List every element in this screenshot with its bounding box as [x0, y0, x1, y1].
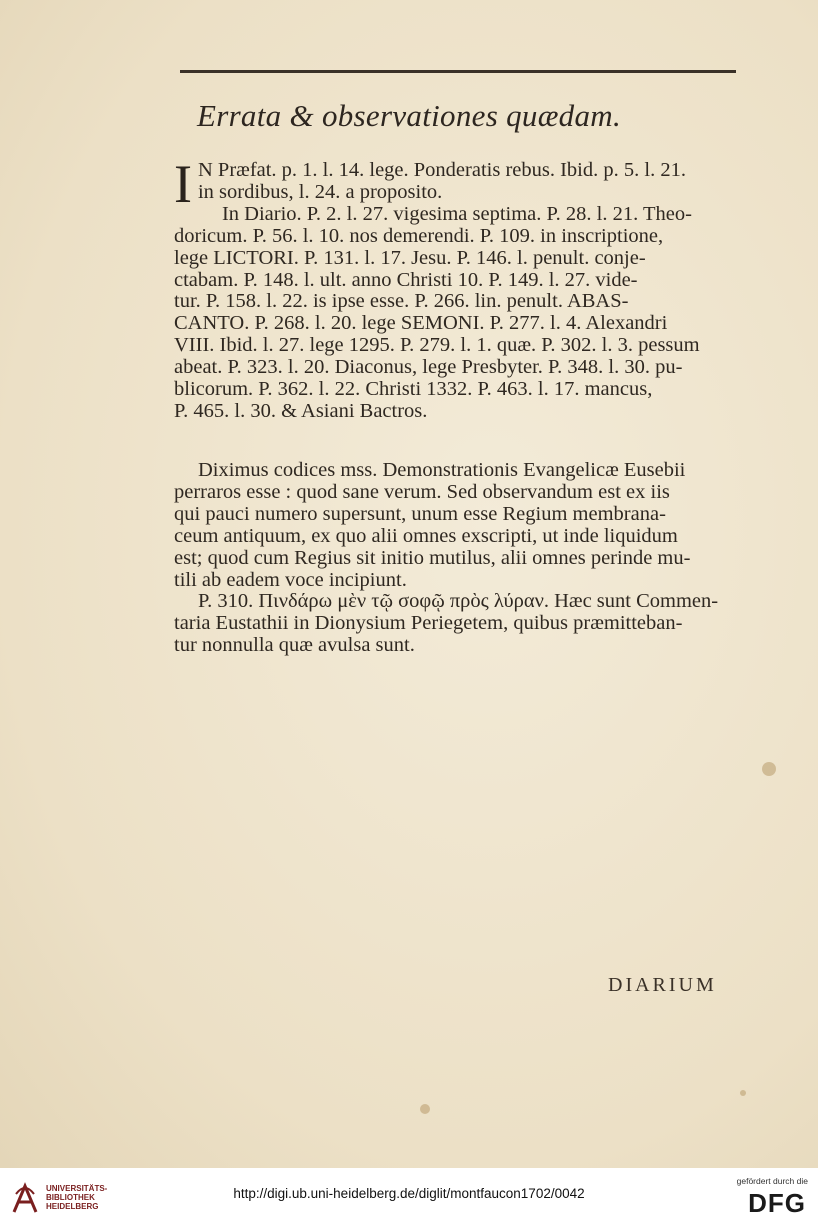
errata-paragraph [174, 154, 738, 423]
observations-paragraph [174, 460, 738, 657]
errata-line: VIII. Ibid. l. 27. lege 1295. P. 279. l. 1. quæ. P. 302. l. 3. pessum [174, 334, 700, 357]
errata-line: tur. P. 158. l. 22. is ipse esse. P. 266. lin. penult. ABAS- [174, 290, 629, 313]
drop-cap: I [174, 154, 192, 214]
errata-line: CANTO. P. 268. l. 20. lege SEMONI. P. 277. l. 4. Alexandri [174, 312, 668, 335]
observation-line: qui pauci numero supersunt, unum esse Regium membrana- [174, 502, 666, 525]
library-name-line: BIBLIOTHEK [46, 1193, 95, 1202]
errata-line: N Præfat. p. 1. l. 14. lege. Ponderatis rebus. Ibid. p. 5. l. 21. [197, 159, 686, 181]
catchword: DIARIUM [608, 974, 717, 996]
errata-line: in sordibus, l. 24. a proposito. [197, 180, 443, 203]
observation-line: tur nonnulla quæ avulsa sunt. [174, 634, 415, 657]
observation-line: perraros esse : quod sane verum. Sed observandum est ex iis [174, 480, 670, 503]
page-url-link[interactable]: http://digi.ub.uni-heidelberg.de/diglit/montfaucon1702/0042 [233, 1186, 585, 1201]
errata-line: ctabam. P. 148. l. ult. anno Christi 10. P. 149. l. 27. vide- [174, 268, 638, 291]
observation-line: taria Eustathii in Dionysium Periegetem, quibus præmitteban- [174, 612, 683, 635]
paper-stain [740, 1090, 746, 1096]
header-rule [180, 70, 736, 73]
errata-line: P. 465. l. 30. & Asiani Bactros. [174, 399, 428, 422]
paper-stain [420, 1104, 430, 1114]
errata-line: blicorum. P. 362. l. 22. Christi 1332. P. 463. l. 17. mancus, [174, 378, 653, 401]
observation-line: tili ab eadem voce incipiunt. [174, 568, 407, 591]
sponsor-caption: gefördert durch die [736, 1176, 808, 1186]
observation-line: P. 310. Πινδάρω μὲν τῷ σοφῷ πρὸς λύραν. Hæc sunt Commen- [198, 590, 719, 613]
library-name-line: HEIDELBERG [46, 1202, 99, 1211]
library-name-line: UNIVERSITÄTS- [46, 1184, 108, 1193]
page-title: Errata & observationes quædam. [196, 98, 622, 133]
observation-line: Diximus codices mss. Demonstrationis Evangelicæ Eusebii [198, 459, 686, 481]
observation-line: ceum antiquum, ex quo alii omnes exscripti, ut inde liquidum [174, 524, 678, 547]
errata-line: abeat. P. 323. l. 20. Diaconus, lege Presbyter. P. 348. l. 30. pu- [174, 356, 683, 379]
paper-stain [762, 762, 776, 776]
errata-line: lege LICTORI. P. 131. l. 17. Jesu. P. 146. l. penult. conje- [174, 246, 646, 269]
dfg-logo: DFG [748, 1188, 806, 1218]
errata-line: doricum. P. 56. l. 10. nos demerendi. P. 109. in inscriptione, [174, 224, 664, 247]
observation-line: est; quod cum Regius sit initio mutilus, alii omnes perinde mu- [174, 546, 691, 569]
viewer-footer [0, 1168, 818, 1228]
errata-line: In Diario. P. 2. l. 27. vigesima septima. P. 28. l. 21. Theo- [221, 202, 692, 225]
